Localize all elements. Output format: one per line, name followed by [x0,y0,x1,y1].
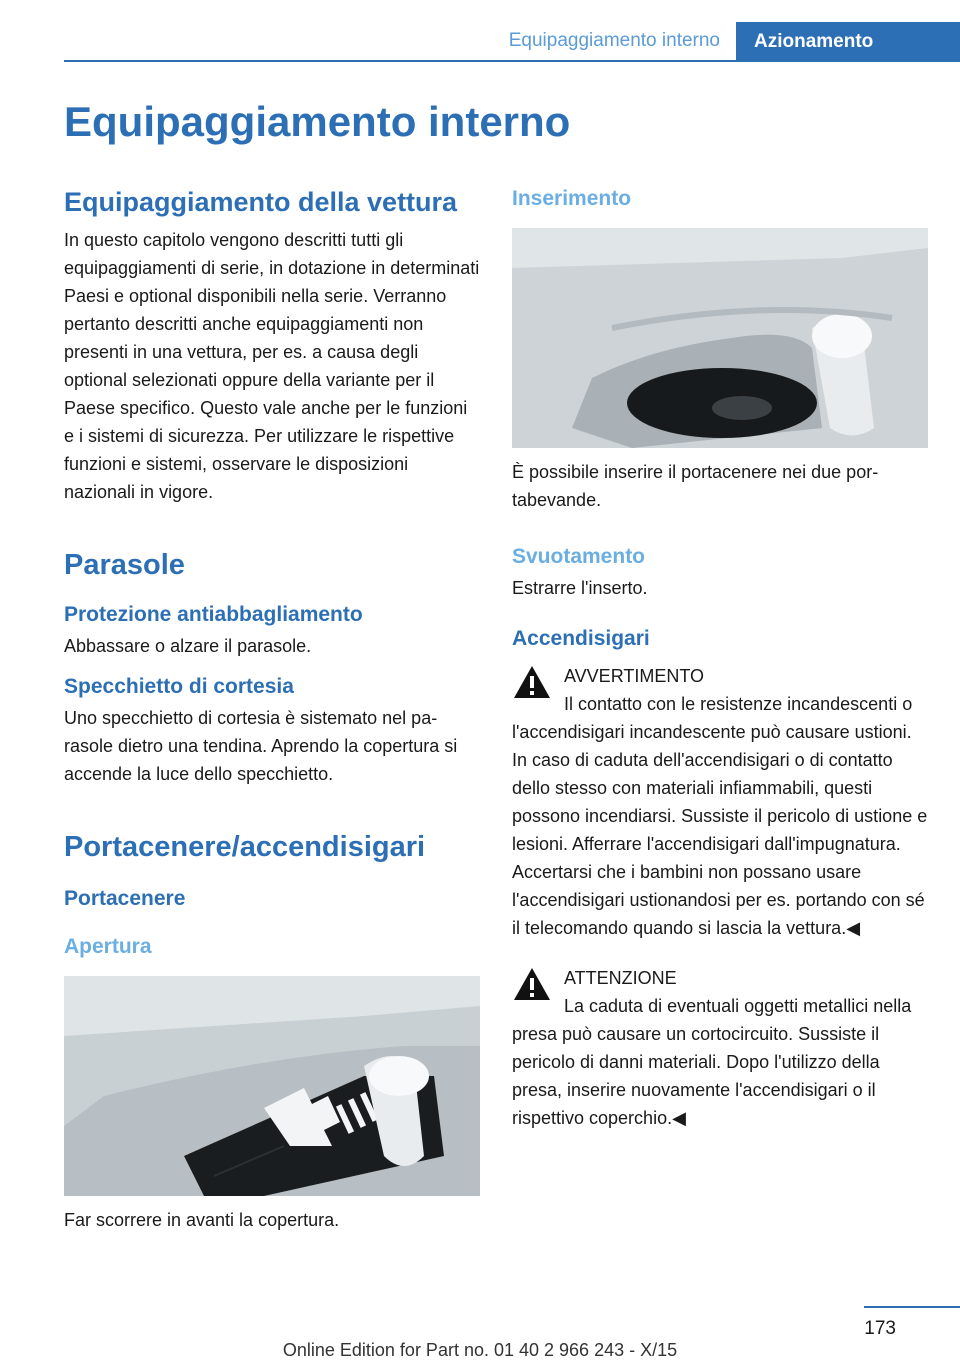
warning-text: Il contatto con le resistenze incandescenti o l'accendisigari incandescente può causare ustioni. In caso di caduta dell'accendisigari o di contatto dello stesso con materiali infiammabili, questi possono incendiarsi. Sussiste il pericolo di ustione e lesioni. Afferrare l'accendisigari dall'impugnatura. Accertarsi che i bambini non possano usare l'accendisigari ustionandosi per es. portando con sé il telecomando quando si lascia la vettura.◀ [512,694,928,938]
portacenere-section-title: Portacenere/accendisigari [64,831,426,863]
attention-label: ATTENZIONE [564,968,677,988]
svuotamento-text: Estrarre l'inserto. [512,578,648,598]
antiabbagliamento-text: Abbassare o alzare il parasole. [64,636,312,656]
header-section-title: Equipaggiamento interno [508,30,720,51]
antiabbagliamento-title: Protezione antiabbagliamento [64,603,363,626]
footer-rule [864,1306,960,1308]
accendisigari-title: Accendisigari [512,627,650,650]
attention-block [512,964,928,1132]
dotazione-text: In questo capitolo vengono descritti tutti gli equipaggiamenti di serie, in dotazione in determinati Paesi e optional disponibili nella serie. Verranno pertanto descritti anche equipaggiamenti non presenti in una vettura, per es. a causa degli optional selezionati oppure della variante per il Paese specifico. Questo vale anche per le funzioni e i sistemi di sicurezza. Per utilizzare le rispettive funzioni e sistemi, osservare le disposizioni nazionali in vigore. [64,230,480,502]
svuotamento-title: Svuotamento [512,545,646,568]
specchietto-title: Specchietto di cortesia [64,675,294,698]
header-chapter-tab: Azionamento [736,22,960,62]
footer-edition-note: Online Edition for Part no. 01 40 2 966 243 - X/15 [282,1340,678,1360]
ashtray-insert-photo [512,228,928,448]
inserimento-title: Inserimento [512,187,632,210]
page-number: 173 [864,1318,896,1339]
left-column [64,186,480,1234]
attention-text: La caduta di eventuali oggetti metallici nella presa può causare un cortocircuito. Sussiste il pericolo di danni materiali. Dopo l'utilizzo della presa, inserire nuovamente l'accendisigari o il rispettivo coperchio.◀ [512,996,912,1128]
inserimento-text: È possibile inserire il portacenere nei due portabevande. [512,462,879,510]
page-title: Equipaggiamento interno [64,98,571,145]
apertura-title: Apertura [64,935,152,958]
warning-label: AVVERTIMENTO [564,666,705,686]
parasole-title: Parasole [64,549,185,581]
ashtray-opening-photo [64,976,480,1196]
right-column [512,186,928,1132]
warning-triangle-icon [512,966,552,1002]
warning-triangle-icon [512,664,552,700]
warning-block [512,662,928,942]
specchietto-text: Uno specchietto di cortesia è sistemato nel parasole dietro una tendina. Aprendo la copertura si accende la luce dello specchietto. [64,708,458,784]
apertura-caption: Far scorrere in avanti la copertura. [64,1210,340,1230]
dotazione-title: Equipaggiamento della vettura [64,187,458,217]
portacenere-title: Portacenere [64,887,186,910]
